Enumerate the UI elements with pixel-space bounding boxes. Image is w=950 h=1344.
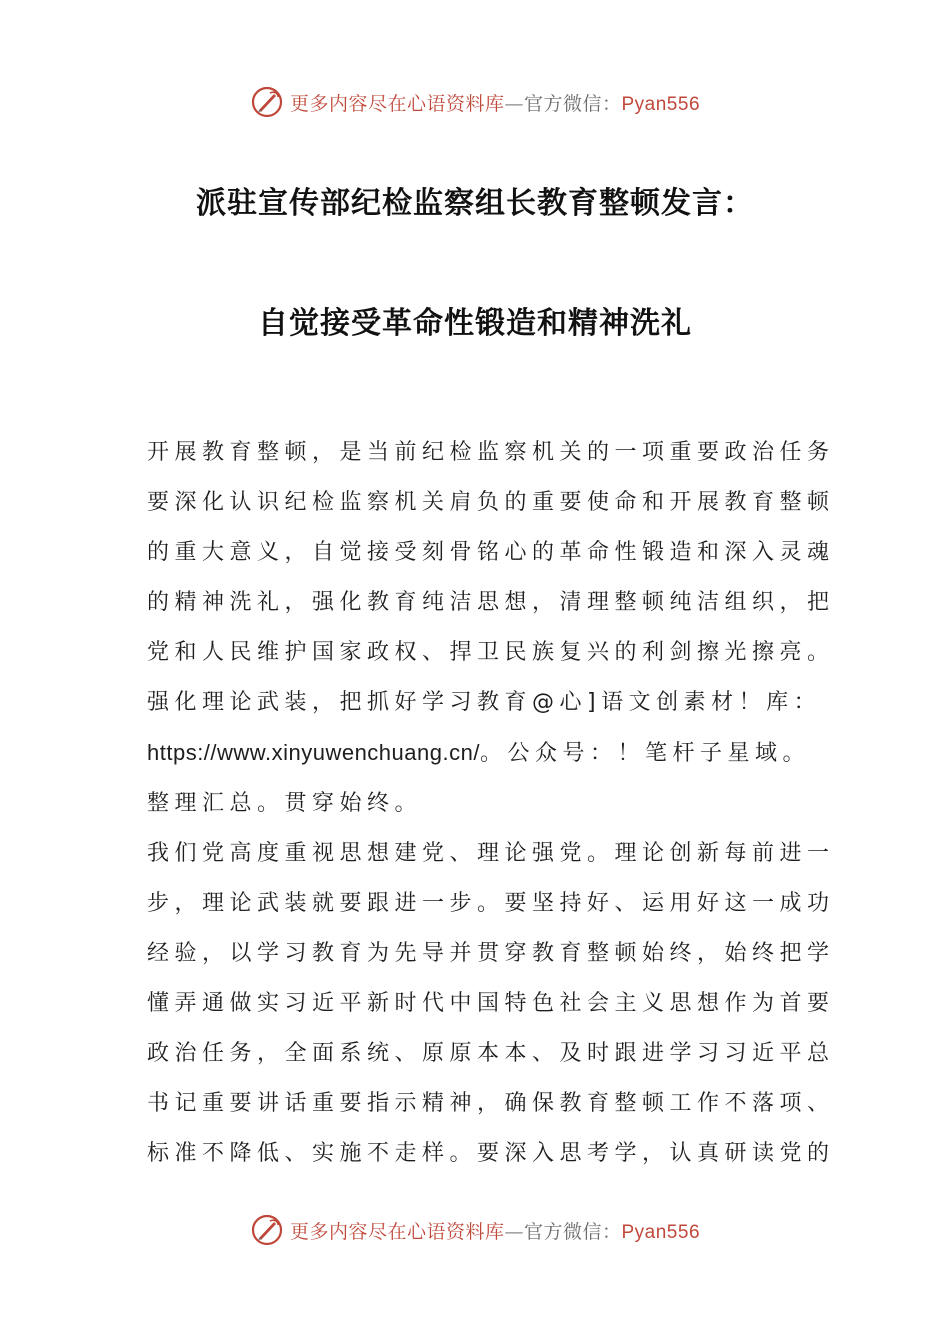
quill-pen-logo-icon bbox=[250, 85, 284, 119]
body-line: 强化理论武装，把抓好学习教育@心]语文创素材！库： bbox=[147, 690, 822, 715]
banner-main-text: 更多内容尽在心语资料库 bbox=[289, 92, 505, 115]
body-line: 党和人民维护国家政权、捍卫民族复兴的利剑擦光擦亮。 bbox=[147, 640, 835, 665]
body-line: 整理汇总。贯穿始终。 bbox=[147, 791, 423, 816]
banner-wechat-id: Pyan556 bbox=[621, 1221, 701, 1243]
banner-wechat-label: 官方微信： bbox=[523, 1220, 622, 1243]
body-line: 要深化认识纪检监察机关肩负的重要使命和开展教育整顿 bbox=[147, 490, 835, 515]
body-line-url bbox=[147, 728, 810, 779]
banner-main-text: 更多内容尽在心语资料库 bbox=[289, 1220, 505, 1243]
body-line: 懂弄通做实习近平新时代中国特色社会主义思想作为首要 bbox=[147, 991, 835, 1016]
banner-dash: — bbox=[504, 1220, 524, 1243]
quill-pen-logo-icon bbox=[250, 1213, 284, 1247]
body-line: 书记重要讲话重要指示精神，确保教育整顿工作不落项、 bbox=[147, 1091, 835, 1116]
document-title: 派驻宣传部纪检监察组长教育整顿发言： bbox=[196, 186, 754, 221]
body-line: 开展教育整顿，是当前纪检监察机关的一项重要政治任务 bbox=[147, 440, 835, 465]
body-line-url-tail: 。公众号：！笔杆子星域。 bbox=[479, 741, 810, 766]
body-line: 我们党高度重视思想建党、理论强党。理论创新每前进一 bbox=[147, 841, 835, 866]
document-subtitle: 自觉接受革命性锻造和精神洗礼 bbox=[258, 306, 692, 341]
body-line: 步，理论武装就要跟进一步。要坚持好、运用好这一成功 bbox=[147, 891, 835, 916]
body-line: 标准不降低、实施不走样。要深入思考学，认真研读党的 bbox=[147, 1141, 835, 1166]
body-line: 的重大意义，自觉接受刻骨铭心的革命性锻造和深入灵魂 bbox=[147, 540, 835, 565]
body-line: 经验，以学习教育为先导并贯穿教育整顿始终，始终把学 bbox=[147, 941, 835, 966]
banner-wechat-id: Pyan556 bbox=[621, 93, 701, 115]
body-line: 政治任务，全面系统、原原本本、及时跟进学习习近平总 bbox=[147, 1041, 835, 1066]
banner-wechat-label: 官方微信： bbox=[523, 92, 622, 115]
footer-banner-text bbox=[290, 1217, 700, 1244]
header-banner-text bbox=[290, 89, 700, 116]
banner-dash: — bbox=[504, 92, 524, 115]
body-line: 的精神洗礼，强化教育纯洁思想，清理整顿纯洁组织，把 bbox=[147, 590, 835, 615]
source-url-link[interactable]: https://www.xinyuwenchuang.cn/ bbox=[147, 740, 480, 765]
document-body bbox=[147, 428, 835, 1179]
footer-banner bbox=[0, 1210, 950, 1250]
header-banner bbox=[0, 82, 950, 122]
